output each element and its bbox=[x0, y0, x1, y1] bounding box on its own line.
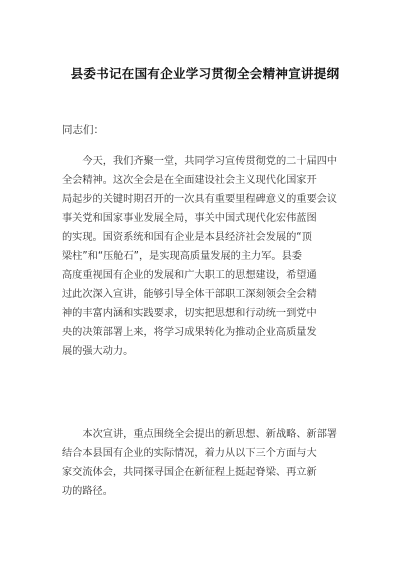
paragraph-line: 局起步的关键时期召开的一次具有重要里程碑意义的重要会议 bbox=[62, 194, 338, 205]
paragraph-line: 梁柱”和“压舱石”，是实现高质量发展的主力军。县委 bbox=[62, 251, 302, 262]
salutation: 同志们： bbox=[62, 124, 104, 136]
paragraph-line: 事关党和国家事业发展全局，事关中国式现代化宏伟蓝图 bbox=[62, 213, 317, 224]
paragraph-line: 今天，我们齐聚一堂，共同学习宣传贯彻党的二十届四中 bbox=[82, 156, 338, 167]
paragraph-line: 家交流体会，共同探寻国企在新征程上挺起脊梁、再立新 bbox=[62, 467, 317, 478]
paragraph-line: 高度重视国有企业的发展和广大职工的思想建设，希望通 bbox=[62, 270, 317, 281]
paragraph-2 bbox=[62, 425, 352, 501]
paragraph-line: 的实现。国资系统和国有企业是本县经济社会发展的“顶 bbox=[62, 232, 312, 243]
paragraph-line: 结合本县国有企业的实际情况，着力从以下三个方面与大 bbox=[62, 448, 317, 459]
paragraph-line: 本次宣讲，重点围绕全会提出的新思想、新战略、新部署 bbox=[82, 429, 338, 440]
paragraph-1 bbox=[62, 152, 352, 361]
paragraph-line: 展的强大动力。 bbox=[62, 346, 134, 357]
paragraph-line: 过此次深入宣讲，能够引导全体干部职工深刻领会全会精 bbox=[62, 289, 317, 300]
paragraph-line: 神的丰富内涵和实践要求，切实把思想和行动统一到党中 bbox=[62, 308, 317, 319]
paragraph-line: 央的决策部署上来，将学习成果转化为推动企业高质量发 bbox=[62, 327, 317, 338]
paragraph-line: 全会精神。这次全会是在全面建设社会主义现代化国家开 bbox=[62, 175, 317, 186]
document-title: 县委书记在国有企业学习贯彻全会精神宣讲提纲 bbox=[70, 66, 340, 81]
paragraph-line: 功的路径。 bbox=[62, 486, 113, 497]
